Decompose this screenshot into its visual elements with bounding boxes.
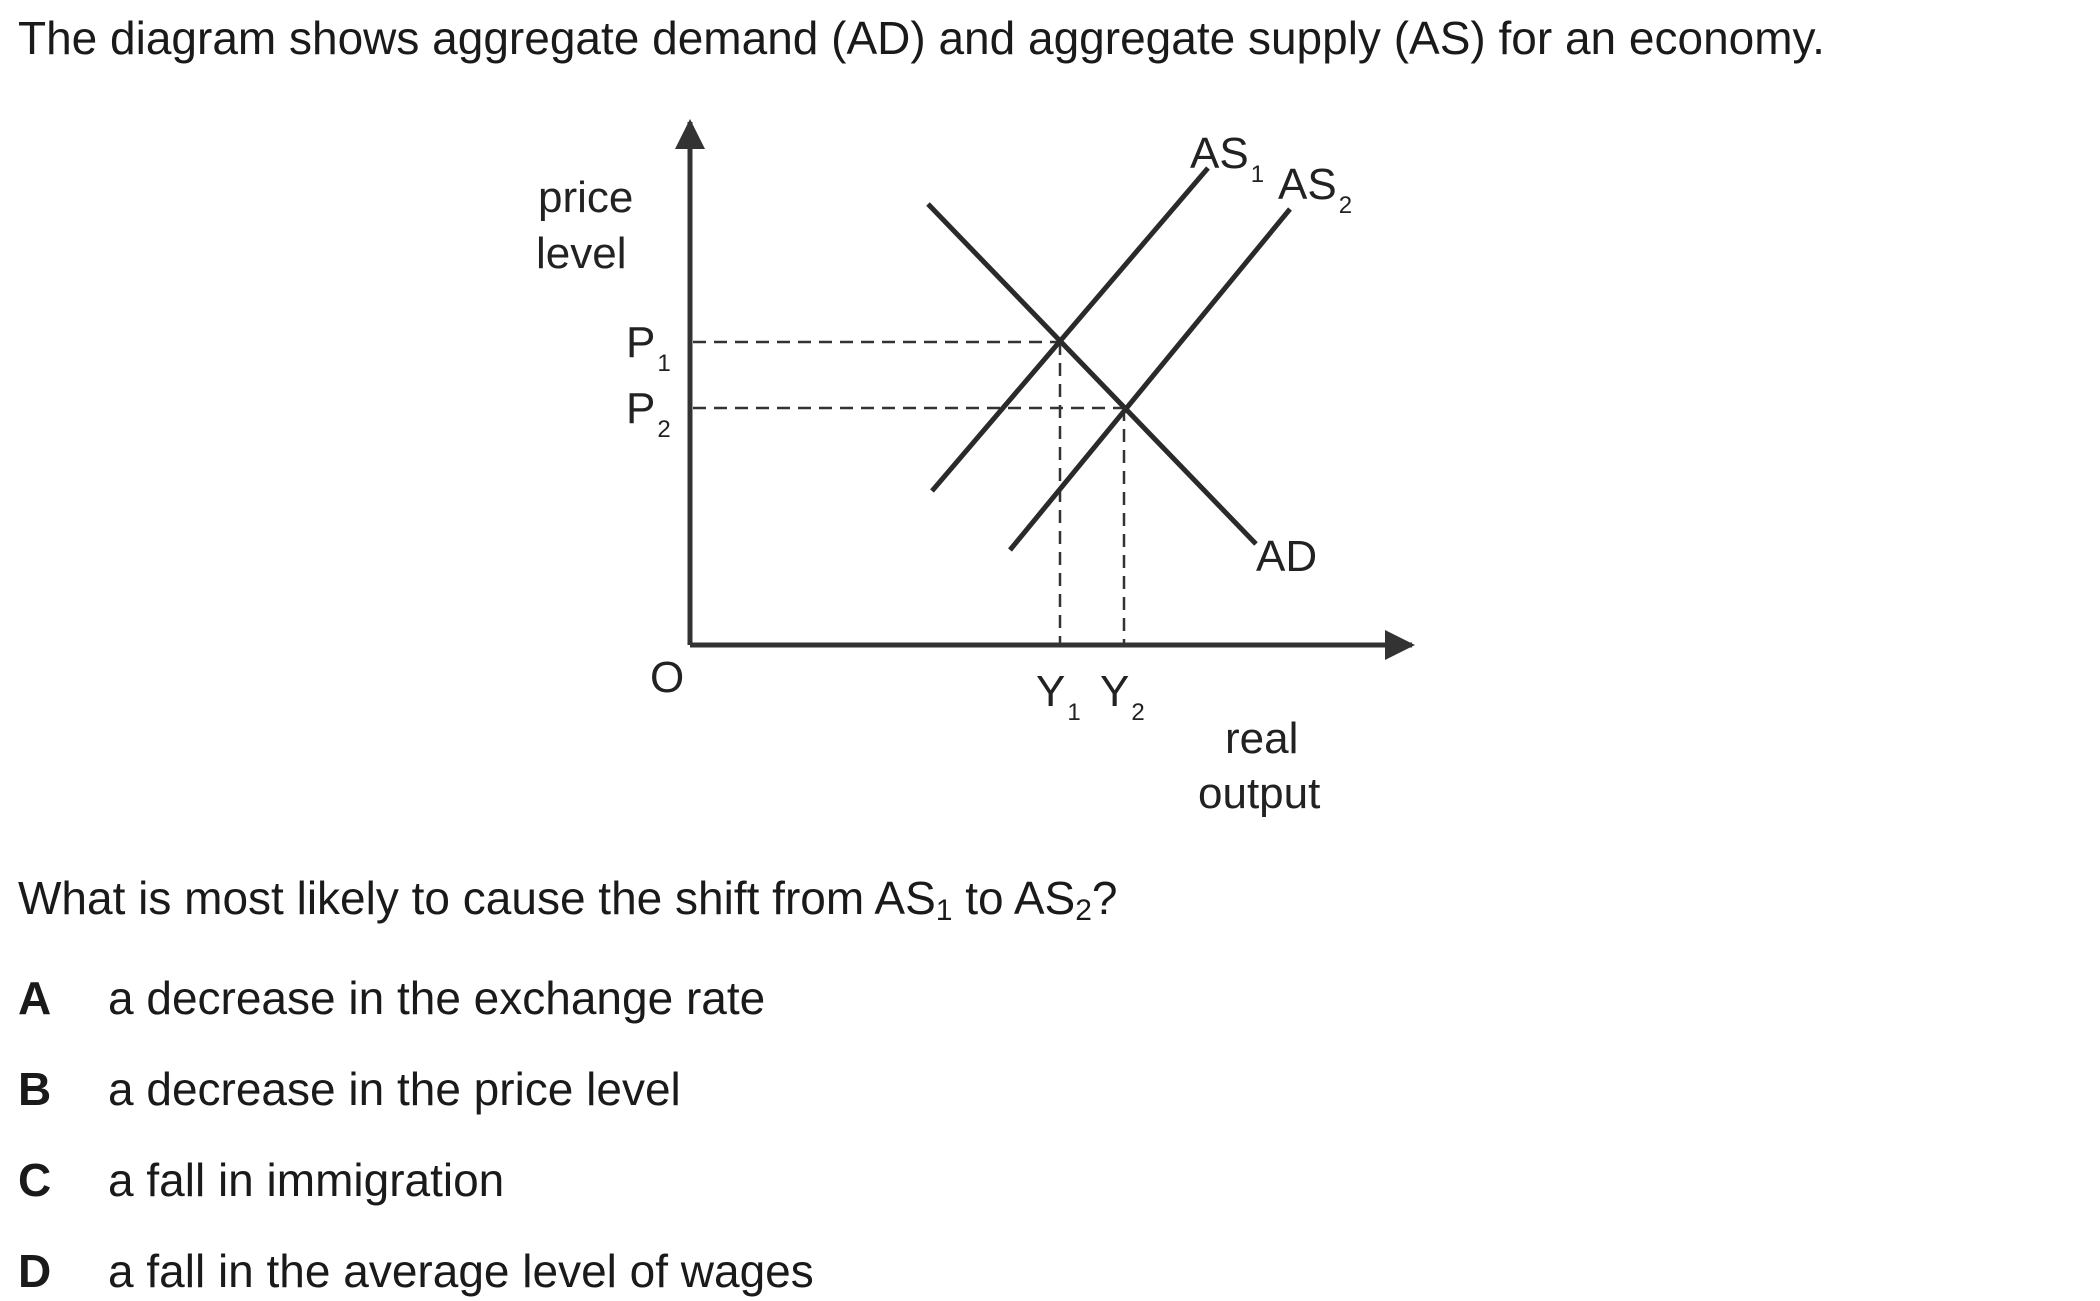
x-axis-label-line1: real <box>1225 714 1299 763</box>
option-text: a fall in the average level of wages <box>108 1245 814 1297</box>
option-letter: D <box>18 1245 52 1297</box>
option-a[interactable] <box>18 968 765 1028</box>
option-text: a decrease in the exchange rate <box>108 972 766 1024</box>
y-axis-label-line1: price <box>538 173 634 222</box>
p2-label: $P_2$ <box>626 384 671 443</box>
x-axis-label-line2: output <box>1198 769 1321 818</box>
y2-label: $Y_2$ <box>1100 667 1145 726</box>
option-letter: A <box>18 972 52 1024</box>
ad-label: AD <box>1256 532 1318 581</box>
as2-curve <box>1010 209 1290 550</box>
as1-curve <box>932 168 1208 491</box>
ad-curve <box>928 204 1256 544</box>
option-text: a fall in immigration <box>108 1154 505 1206</box>
y-axis-label-line2: level <box>536 229 627 278</box>
question-text: What is most likely to cause the shift from $AS_1$ to $AS_2$? <box>18 872 1118 927</box>
intro-text: The diagram shows aggregate demand (AD) and aggregate supply (AS) for an economy. <box>18 12 1825 64</box>
option-text: a decrease in the price level <box>108 1063 681 1115</box>
as1-label: $AS_1$ <box>1190 129 1265 188</box>
y1-label: $Y_1$ <box>1036 667 1081 726</box>
p1-label: $P_1$ <box>626 318 671 377</box>
origin-label: O <box>650 653 685 702</box>
option-b[interactable] <box>18 1059 681 1119</box>
option-c[interactable] <box>18 1150 504 1210</box>
option-d[interactable] <box>18 1241 814 1301</box>
option-letter: B <box>18 1063 52 1115</box>
as2-label: $AS_2$ <box>1278 160 1353 219</box>
option-letter: C <box>18 1154 52 1206</box>
